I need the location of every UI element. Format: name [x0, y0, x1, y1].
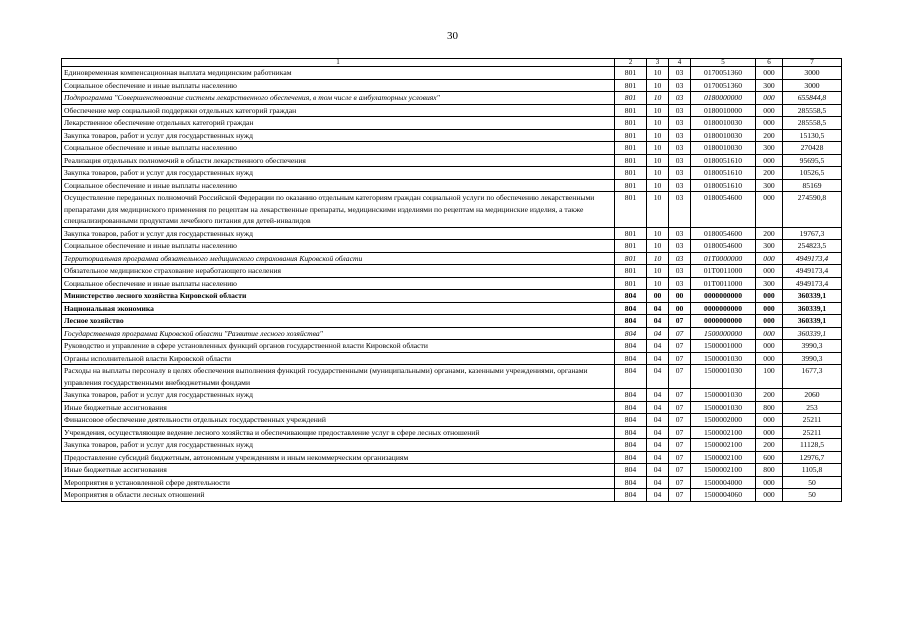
- row-section-cell: 04: [647, 414, 669, 427]
- table-row: [62, 92, 842, 105]
- table-row: [62, 129, 842, 142]
- row-amount-cell: 1105,8: [783, 464, 842, 477]
- row-name-cell: Обеспечение мер социальной поддержки отдельных категорий граждан: [62, 104, 615, 117]
- row-expense-type-cell: 200: [756, 129, 783, 142]
- row-amount-cell: 11128,5: [783, 439, 842, 452]
- table-row: [62, 67, 842, 80]
- row-target-article-cell: 0000000000: [691, 302, 756, 315]
- table-row: [62, 365, 842, 389]
- row-name-cell: Закупка товаров, работ и услуг для государственных нужд: [62, 389, 615, 402]
- row-subsection-cell: 07: [669, 489, 691, 502]
- row-section-cell: 10: [647, 79, 669, 92]
- budget-table: [61, 58, 842, 502]
- row-admin-code-cell: 804: [615, 340, 647, 353]
- row-amount-cell: 50: [783, 476, 842, 489]
- row-name-cell: Социальное обеспечение и иные выплаты населению: [62, 277, 615, 290]
- row-section-cell: 10: [647, 142, 669, 155]
- row-name-cell: Органы исполнительной власти Кировской области: [62, 352, 615, 365]
- row-name-cell: Социальное обеспечение и иные выплаты населению: [62, 79, 615, 92]
- row-amount-cell: 19767,3: [783, 227, 842, 240]
- row-subsection-cell: 03: [669, 167, 691, 180]
- row-amount-cell: 3000: [783, 79, 842, 92]
- table-row: [62, 277, 842, 290]
- row-admin-code-cell: 801: [615, 92, 647, 105]
- row-expense-type-cell: 000: [756, 265, 783, 278]
- row-amount-cell: 15130,5: [783, 129, 842, 142]
- row-subsection-cell: 07: [669, 401, 691, 414]
- row-name-cell: Закупка товаров, работ и услуг для государственных нужд: [62, 167, 615, 180]
- row-subsection-cell: 03: [669, 252, 691, 265]
- row-name-cell: Закупка товаров, работ и услуг для государственных нужд: [62, 227, 615, 240]
- header-cell: 4: [669, 59, 691, 67]
- table-row: [62, 327, 842, 340]
- row-subsection-cell: 03: [669, 104, 691, 117]
- row-expense-type-cell: 300: [756, 179, 783, 192]
- row-admin-code-cell: 801: [615, 79, 647, 92]
- row-amount-cell: 1677,3: [783, 365, 842, 389]
- row-admin-code-cell: 801: [615, 142, 647, 155]
- row-expense-type-cell: 000: [756, 192, 783, 228]
- row-expense-type-cell: 000: [756, 302, 783, 315]
- row-target-article-cell: 1500001030: [691, 401, 756, 414]
- row-admin-code-cell: 804: [615, 489, 647, 502]
- row-target-article-cell: 0180010000: [691, 104, 756, 117]
- row-admin-code-cell: 804: [615, 352, 647, 365]
- row-admin-code-cell: 801: [615, 277, 647, 290]
- row-subsection-cell: 07: [669, 426, 691, 439]
- row-expense-type-cell: 000: [756, 252, 783, 265]
- row-subsection-cell: 07: [669, 464, 691, 477]
- table-row: [62, 464, 842, 477]
- row-amount-cell: 2060: [783, 389, 842, 402]
- row-amount-cell: 270428: [783, 142, 842, 155]
- row-name-cell: Иные бюджетные ассигнования: [62, 464, 615, 477]
- row-subsection-cell: 07: [669, 315, 691, 328]
- row-subsection-cell: 07: [669, 414, 691, 427]
- table-row: [62, 79, 842, 92]
- row-expense-type-cell: 200: [756, 389, 783, 402]
- header-cell: 5: [691, 59, 756, 67]
- row-subsection-cell: 07: [669, 476, 691, 489]
- row-section-cell: 04: [647, 401, 669, 414]
- row-section-cell: 10: [647, 265, 669, 278]
- row-section-cell: 04: [647, 352, 669, 365]
- row-amount-cell: 253: [783, 401, 842, 414]
- row-name-cell: Социальное обеспечение и иные выплаты населению: [62, 240, 615, 253]
- row-section-cell: 04: [647, 302, 669, 315]
- row-admin-code-cell: 801: [615, 104, 647, 117]
- row-target-article-cell: 1500001030: [691, 365, 756, 389]
- table-row: [62, 451, 842, 464]
- row-expense-type-cell: 000: [756, 67, 783, 80]
- row-expense-type-cell: 000: [756, 340, 783, 353]
- row-section-cell: 10: [647, 67, 669, 80]
- row-section-cell: 10: [647, 117, 669, 130]
- row-target-article-cell: 0180010030: [691, 117, 756, 130]
- table-row: [62, 179, 842, 192]
- row-section-cell: 10: [647, 179, 669, 192]
- row-amount-cell: 274590,8: [783, 192, 842, 228]
- row-target-article-cell: 0170051360: [691, 67, 756, 80]
- row-admin-code-cell: 804: [615, 315, 647, 328]
- table-row: [62, 252, 842, 265]
- row-target-article-cell: 1500001030: [691, 352, 756, 365]
- row-admin-code-cell: 804: [615, 451, 647, 464]
- row-subsection-cell: 07: [669, 365, 691, 389]
- row-expense-type-cell: 000: [756, 92, 783, 105]
- row-name-cell: Лесное хозяйство: [62, 315, 615, 328]
- table-row: [62, 315, 842, 328]
- row-target-article-cell: 01Т0011000: [691, 265, 756, 278]
- row-expense-type-cell: 000: [756, 117, 783, 130]
- row-expense-type-cell: 000: [756, 426, 783, 439]
- row-section-cell: 10: [647, 92, 669, 105]
- row-expense-type-cell: 000: [756, 315, 783, 328]
- table-row: [62, 489, 842, 502]
- row-target-article-cell: 1500001030: [691, 389, 756, 402]
- row-expense-type-cell: 300: [756, 240, 783, 253]
- row-subsection-cell: 03: [669, 129, 691, 142]
- table-row: [62, 426, 842, 439]
- table-row: [62, 240, 842, 253]
- row-name-cell: Закупка товаров, работ и услуг для государственных нужд: [62, 439, 615, 452]
- row-amount-cell: 3990,3: [783, 340, 842, 353]
- row-section-cell: 10: [647, 104, 669, 117]
- row-subsection-cell: 00: [669, 290, 691, 303]
- row-name-cell: Социальное обеспечение и иные выплаты населению: [62, 179, 615, 192]
- row-section-cell: 04: [647, 439, 669, 452]
- row-admin-code-cell: 801: [615, 67, 647, 80]
- row-section-cell: 10: [647, 154, 669, 167]
- row-amount-cell: 4949173,4: [783, 277, 842, 290]
- row-section-cell: 04: [647, 365, 669, 389]
- row-name-cell: Мероприятия в области лесных отношений: [62, 489, 615, 502]
- row-target-article-cell: 0180010030: [691, 129, 756, 142]
- row-amount-cell: 3000: [783, 67, 842, 80]
- row-section-cell: 10: [647, 129, 669, 142]
- row-section-cell: 00: [647, 290, 669, 303]
- table-row: [62, 414, 842, 427]
- row-admin-code-cell: 804: [615, 426, 647, 439]
- row-admin-code-cell: 804: [615, 476, 647, 489]
- row-name-cell: Единовременная компенсационная выплата медицинским работникам: [62, 67, 615, 80]
- row-admin-code-cell: 801: [615, 252, 647, 265]
- table-row: [62, 352, 842, 365]
- row-expense-type-cell: 000: [756, 414, 783, 427]
- row-expense-type-cell: 300: [756, 277, 783, 290]
- row-target-article-cell: 0170051360: [691, 79, 756, 92]
- row-name-cell: Министерство лесного хозяйства Кировской области: [62, 290, 615, 303]
- row-subsection-cell: 03: [669, 142, 691, 155]
- row-name-cell: Закупка товаров, работ и услуг для государственных нужд: [62, 129, 615, 142]
- table-row: [62, 476, 842, 489]
- row-subsection-cell: 03: [669, 92, 691, 105]
- table-row: [62, 117, 842, 130]
- row-target-article-cell: 0180054600: [691, 227, 756, 240]
- row-name-cell: Иные бюджетные ассигнования: [62, 401, 615, 414]
- row-amount-cell: 4949173,4: [783, 252, 842, 265]
- row-section-cell: 10: [647, 252, 669, 265]
- row-admin-code-cell: 804: [615, 414, 647, 427]
- row-subsection-cell: 07: [669, 340, 691, 353]
- row-admin-code-cell: 804: [615, 290, 647, 303]
- table-row: [62, 265, 842, 278]
- row-section-cell: 10: [647, 240, 669, 253]
- row-target-article-cell: 0180051610: [691, 179, 756, 192]
- row-target-article-cell: 1500004060: [691, 489, 756, 502]
- table-row: [62, 227, 842, 240]
- row-subsection-cell: 03: [669, 227, 691, 240]
- row-name-cell: Предоставление субсидий бюджетным, автономным учреждениям и иным некоммерческим организациям: [62, 451, 615, 464]
- row-subsection-cell: 03: [669, 179, 691, 192]
- row-admin-code-cell: 801: [615, 117, 647, 130]
- row-target-article-cell: 1500001000: [691, 340, 756, 353]
- row-section-cell: 04: [647, 315, 669, 328]
- row-section-cell: 04: [647, 476, 669, 489]
- row-target-article-cell: 1500002100: [691, 439, 756, 452]
- row-subsection-cell: 03: [669, 67, 691, 80]
- row-amount-cell: 254823,5: [783, 240, 842, 253]
- row-expense-type-cell: 200: [756, 227, 783, 240]
- table-row: [62, 302, 842, 315]
- row-subsection-cell: 03: [669, 192, 691, 228]
- row-amount-cell: 360339,1: [783, 315, 842, 328]
- page-number: 30: [447, 30, 458, 42]
- row-admin-code-cell: 801: [615, 179, 647, 192]
- row-admin-code-cell: 804: [615, 439, 647, 452]
- row-amount-cell: 50: [783, 489, 842, 502]
- row-name-cell: Реализация отдельных полномочий в области лекарственного обеспечения: [62, 154, 615, 167]
- row-admin-code-cell: 804: [615, 464, 647, 477]
- row-amount-cell: 360339,1: [783, 302, 842, 315]
- row-expense-type-cell: 300: [756, 142, 783, 155]
- table-row: [62, 389, 842, 402]
- row-expense-type-cell: 600: [756, 451, 783, 464]
- row-section-cell: 10: [647, 277, 669, 290]
- row-amount-cell: 285558,5: [783, 117, 842, 130]
- row-section-cell: 04: [647, 327, 669, 340]
- row-section-cell: 04: [647, 451, 669, 464]
- row-name-cell: Государственная программа Кировской области "Развитие лесного хозяйства": [62, 327, 615, 340]
- row-target-article-cell: 0000000000: [691, 290, 756, 303]
- row-target-article-cell: 0000000000: [691, 315, 756, 328]
- row-name-cell: Финансовое обеспечение деятельности отдельных государственных учреждений: [62, 414, 615, 427]
- table-row: [62, 340, 842, 353]
- row-section-cell: 10: [647, 192, 669, 228]
- row-expense-type-cell: 300: [756, 79, 783, 92]
- header-cell: 2: [615, 59, 647, 67]
- row-subsection-cell: 03: [669, 79, 691, 92]
- row-admin-code-cell: 801: [615, 154, 647, 167]
- row-expense-type-cell: 000: [756, 327, 783, 340]
- row-subsection-cell: 00: [669, 302, 691, 315]
- row-admin-code-cell: 801: [615, 265, 647, 278]
- row-target-article-cell: 1500004000: [691, 476, 756, 489]
- row-subsection-cell: 03: [669, 117, 691, 130]
- row-admin-code-cell: 801: [615, 129, 647, 142]
- row-expense-type-cell: 200: [756, 439, 783, 452]
- table-row: [62, 142, 842, 155]
- row-expense-type-cell: 800: [756, 401, 783, 414]
- row-admin-code-cell: 801: [615, 240, 647, 253]
- table-header-row: [62, 59, 842, 67]
- row-amount-cell: 10526,5: [783, 167, 842, 180]
- row-amount-cell: 25211: [783, 426, 842, 439]
- row-section-cell: 10: [647, 167, 669, 180]
- row-subsection-cell: 03: [669, 277, 691, 290]
- row-name-cell: Подпрограмма "Совершенствование системы лекарственного обеспечения, в том числе в амбулаторных условиях": [62, 92, 615, 105]
- row-subsection-cell: 03: [669, 154, 691, 167]
- row-amount-cell: 95695,5: [783, 154, 842, 167]
- row-amount-cell: 25211: [783, 414, 842, 427]
- row-subsection-cell: 03: [669, 265, 691, 278]
- row-section-cell: 04: [647, 489, 669, 502]
- row-amount-cell: 360339,1: [783, 327, 842, 340]
- table-row: [62, 167, 842, 180]
- row-target-article-cell: 1500002100: [691, 451, 756, 464]
- row-target-article-cell: 1500000000: [691, 327, 756, 340]
- table-row: [62, 154, 842, 167]
- row-admin-code-cell: 804: [615, 401, 647, 414]
- row-amount-cell: 85169: [783, 179, 842, 192]
- row-name-cell: Обязательное медицинское страхование неработающего населения: [62, 265, 615, 278]
- table-row: [62, 192, 842, 228]
- row-name-cell: Мероприятия в установленной сфере деятельности: [62, 476, 615, 489]
- row-admin-code-cell: 801: [615, 192, 647, 228]
- table-row: [62, 401, 842, 414]
- row-name-cell: Территориальная программа обязательного медицинского страхования Кировской области: [62, 252, 615, 265]
- row-expense-type-cell: 100: [756, 365, 783, 389]
- table-row: [62, 439, 842, 452]
- row-name-cell: Расходы на выплаты персоналу в целях обеспечения выполнения функций государственными (муниципальными) органами, казенными учреждениями, органами управления государственными внебюджетными фондами: [62, 365, 615, 389]
- row-target-article-cell: 0180051610: [691, 167, 756, 180]
- row-expense-type-cell: 000: [756, 352, 783, 365]
- row-subsection-cell: 07: [669, 451, 691, 464]
- row-subsection-cell: 03: [669, 240, 691, 253]
- table-row: [62, 104, 842, 117]
- row-target-article-cell: 0180054600: [691, 192, 756, 228]
- row-expense-type-cell: 000: [756, 476, 783, 489]
- row-expense-type-cell: 000: [756, 489, 783, 502]
- row-section-cell: 04: [647, 464, 669, 477]
- row-amount-cell: 12976,7: [783, 451, 842, 464]
- header-cell: 7: [783, 59, 842, 67]
- row-section-cell: 04: [647, 389, 669, 402]
- header-cell: 3: [647, 59, 669, 67]
- row-section-cell: 04: [647, 340, 669, 353]
- row-subsection-cell: 07: [669, 439, 691, 452]
- row-expense-type-cell: 000: [756, 154, 783, 167]
- row-expense-type-cell: 200: [756, 167, 783, 180]
- row-target-article-cell: 1500002000: [691, 414, 756, 427]
- row-target-article-cell: 0180010030: [691, 142, 756, 155]
- header-cell: 6: [756, 59, 783, 67]
- row-target-article-cell: 0180051610: [691, 154, 756, 167]
- row-admin-code-cell: 804: [615, 302, 647, 315]
- row-subsection-cell: 07: [669, 327, 691, 340]
- row-amount-cell: 285558,5: [783, 104, 842, 117]
- table-row: [62, 290, 842, 303]
- header-cell: 1: [62, 59, 615, 67]
- row-expense-type-cell: 000: [756, 290, 783, 303]
- row-name-cell: Осуществление переданных полномочий Российской Федерации по оказанию отдельным категориям граждан социальной услуги по обеспечению лекарственными препаратами для медицинского применения по рецептам на лекарственные препараты, медицинскими изделиями по рецептам на медицинские изделия, а также специализированными продуктами лечебного питания для детей-инвалидов: [62, 192, 615, 228]
- row-admin-code-cell: 804: [615, 389, 647, 402]
- row-name-cell: Руководство и управление в сфере установленных функций органов государственной власти Кировской области: [62, 340, 615, 353]
- row-admin-code-cell: 801: [615, 227, 647, 240]
- row-admin-code-cell: 804: [615, 365, 647, 389]
- row-name-cell: Лекарственное обеспечение отдельных категорий граждан: [62, 117, 615, 130]
- row-target-article-cell: 01Т0011000: [691, 277, 756, 290]
- row-amount-cell: 360339,1: [783, 290, 842, 303]
- row-admin-code-cell: 804: [615, 327, 647, 340]
- row-target-article-cell: 01Т0000000: [691, 252, 756, 265]
- row-amount-cell: 4949173,4: [783, 265, 842, 278]
- row-admin-code-cell: 801: [615, 167, 647, 180]
- row-name-cell: Учреждения, осуществляющие ведение лесного хозяйства и обеспечивающие предоставление услуг в сфере лесных отношений: [62, 426, 615, 439]
- row-amount-cell: 3990,3: [783, 352, 842, 365]
- row-subsection-cell: 07: [669, 352, 691, 365]
- row-name-cell: Национальная экономика: [62, 302, 615, 315]
- row-target-article-cell: 0180054600: [691, 240, 756, 253]
- row-expense-type-cell: 800: [756, 464, 783, 477]
- row-name-cell: Социальное обеспечение и иные выплаты населению: [62, 142, 615, 155]
- row-target-article-cell: 0180000000: [691, 92, 756, 105]
- table-body: [62, 67, 842, 502]
- row-section-cell: 10: [647, 227, 669, 240]
- row-target-article-cell: 1500002100: [691, 464, 756, 477]
- row-subsection-cell: 07: [669, 389, 691, 402]
- row-section-cell: 04: [647, 426, 669, 439]
- row-expense-type-cell: 000: [756, 104, 783, 117]
- row-target-article-cell: 1500002100: [691, 426, 756, 439]
- row-amount-cell: 655844,8: [783, 92, 842, 105]
